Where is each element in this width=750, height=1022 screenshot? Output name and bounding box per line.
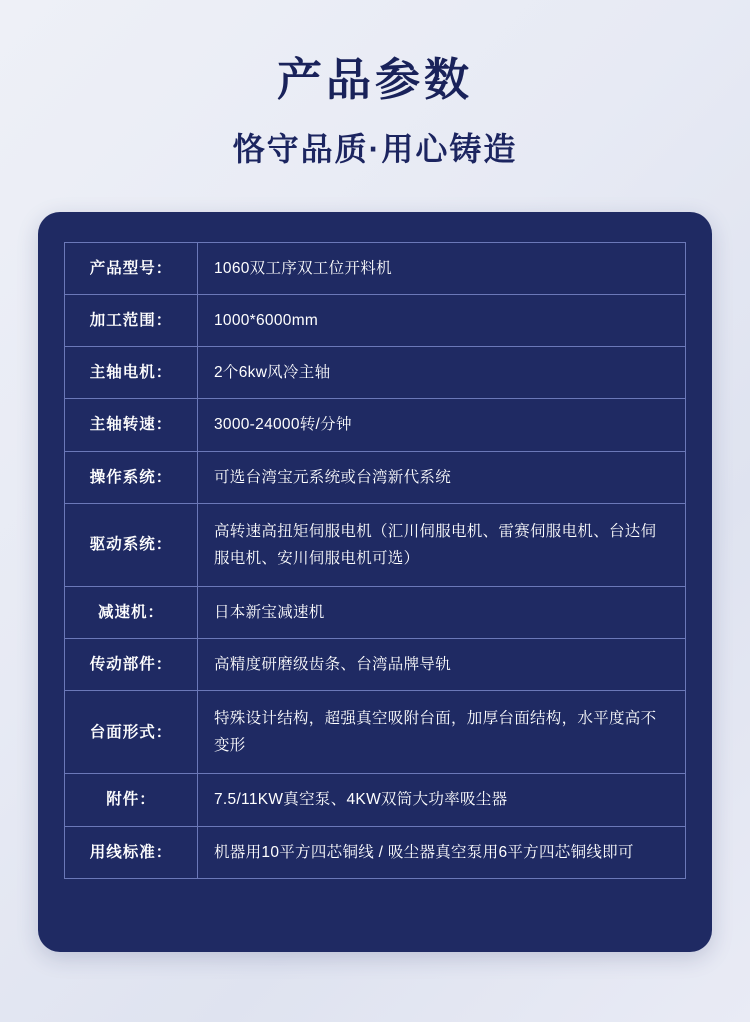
spec-value: 2个6kw风冷主轴: [198, 347, 686, 399]
spec-label: 台面形式：: [65, 691, 198, 774]
table-row: [65, 295, 686, 347]
spec-table-body: [65, 243, 686, 879]
table-row: [65, 691, 686, 774]
table-row: [65, 347, 686, 399]
spec-value: 可选台湾宝元系统或台湾新代系统: [198, 451, 686, 503]
spec-label: 产品型号：: [65, 243, 198, 295]
spec-label: 操作系统：: [65, 451, 198, 503]
table-row: [65, 774, 686, 826]
spec-label: 主轴电机：: [65, 347, 198, 399]
spec-value: 机器用10平方四芯铜线 / 吸尘器真空泵用6平方四芯铜线即可: [198, 826, 686, 878]
spec-label: 加工范围：: [65, 295, 198, 347]
spec-value: 1060双工序双工位开料机: [198, 243, 686, 295]
table-row: [65, 586, 686, 638]
table-row: [65, 826, 686, 878]
spec-value: 特殊设计结构，超强真空吸附台面，加厚台面结构，水平度高不变形: [198, 691, 686, 774]
spec-value: 7.5/11KW真空泵、4KW双筒大功率吸尘器: [198, 774, 686, 826]
table-row: [65, 503, 686, 586]
spec-label: 用线标准：: [65, 826, 198, 878]
table-row: [65, 399, 686, 451]
table-row: [65, 451, 686, 503]
spec-value: 高转速高扭矩伺服电机（汇川伺服电机、雷赛伺服电机、台达伺服电机、安川伺服电机可选）: [198, 503, 686, 586]
spec-table: [64, 242, 686, 879]
spec-label: 主轴转速：: [65, 399, 198, 451]
spec-value: 日本新宝减速机: [198, 586, 686, 638]
spec-label: 减速机：: [65, 586, 198, 638]
spec-value: 3000-24000转/分钟: [198, 399, 686, 451]
spec-value: 高精度研磨级齿条、台湾品牌导轨: [198, 639, 686, 691]
page-subtitle: 恪守品质·用心铸造: [232, 131, 518, 168]
page-title: 产品参数: [276, 54, 473, 105]
spec-label: 附件：: [65, 774, 198, 826]
table-row: [65, 243, 686, 295]
table-row: [65, 639, 686, 691]
spec-value: 1000*6000mm: [198, 295, 686, 347]
spec-label: 驱动系统：: [65, 503, 198, 586]
spec-card: [38, 212, 712, 952]
spec-label: 传动部件：: [65, 639, 198, 691]
page-header: [0, 0, 750, 170]
